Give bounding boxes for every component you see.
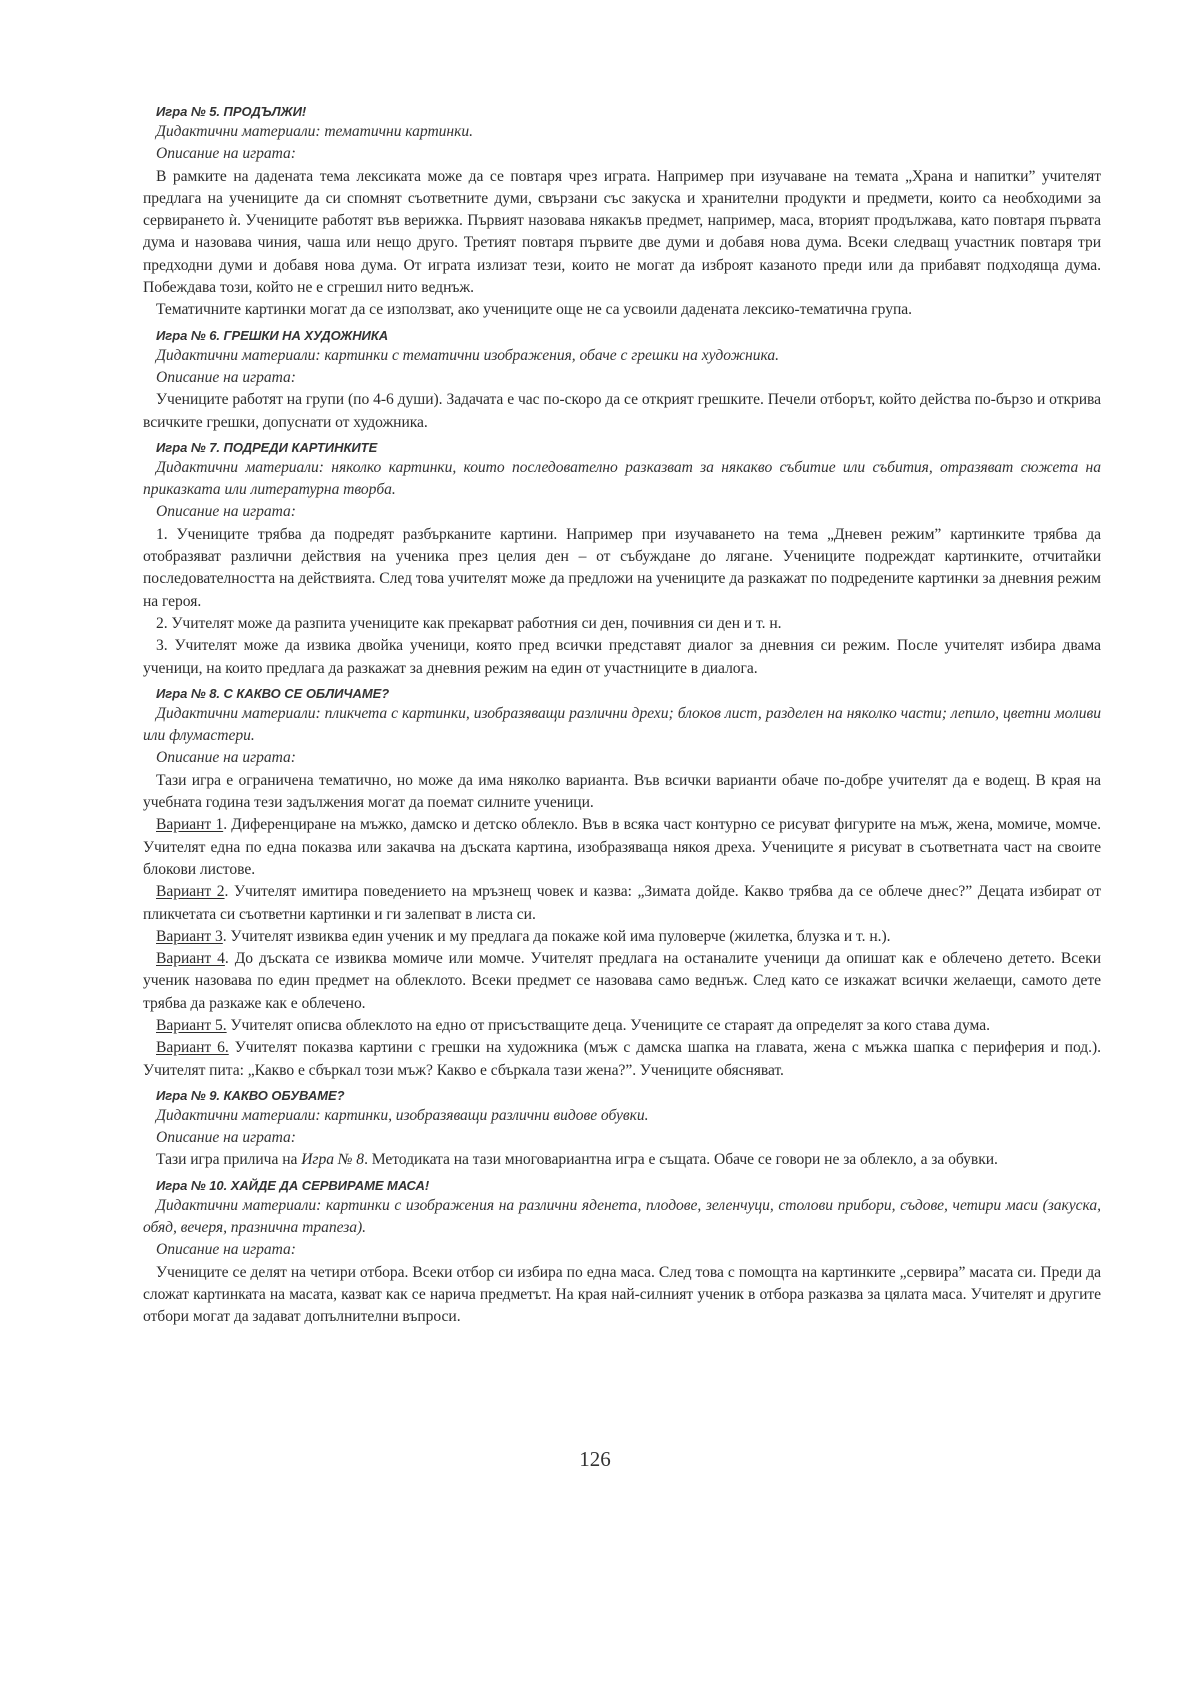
game-6-materials: Дидактични материали: картинки с тематични изображения, обаче с грешки на художника. — [156, 346, 779, 364]
game-8-variant-6 — [143, 1037, 1101, 1082]
variant-label: Вариант 2 — [156, 883, 225, 901]
game-9-text-after: . Методиката на тази многовариантна игра е същата. Обаче се говори не за облекло, а за обувки. — [364, 1151, 998, 1169]
game-8-variant-4 — [143, 948, 1101, 1015]
game-8-paragraph: Тази игра е ограничена тематично, но може да има няколко варианта. Във всички варианти обаче по-добре учителят да е водещ. В края на учебната година тези задължения могат да поемат силните ученици. — [143, 771, 1101, 812]
game-7-materials: Дидактични материали: няколко картинки, които последователно разказват за някакво събитие или събития, отразяват сюжета на приказката или литературна творба. — [143, 458, 1101, 499]
game-7-step: 3. Учителят може да извика двойка ученици, която пред всички представят диалог за дневния си режим. После учителят избира двама ученици, на които предлага да разкажат за дневния режим на един от участниците в диалога. — [143, 637, 1101, 677]
game-8-variant-5 — [143, 1015, 1101, 1037]
game-8-materials: Дидактични материали: пликчета с картинки, изобразяващи различни дрехи; блоков лист, разделен на няколко части; лепило, цветни моливи или флумастери. — [143, 704, 1101, 745]
variant-label: Вариант 6. — [156, 1039, 229, 1057]
game-8-variant-1 — [143, 814, 1101, 881]
variant-label: Вариант 4 — [156, 950, 225, 968]
variant-text: . Учителят извиква един ученик и му предлага да покаже кой има пуловерче (жилетка, блузка и т. н.). — [222, 927, 891, 945]
variant-label: Вариант 3 — [156, 927, 223, 945]
game-9-paragraph — [143, 1149, 1101, 1171]
game-8-variant-2 — [143, 881, 1101, 926]
game-9-reference: Игра № 8 — [301, 1151, 365, 1169]
game-10-paragraph: Учениците се делят на четири отбора. Всеки отбор си избира по една маса. След това с помощта на картинките „сервира” масата си. Преди да сложат картинката на масата, казват как се нарича предметът. На края най-силният ученик в отбора разказва за цялата маса. Учителят и другите отбори могат да задават допълнителни въпроси. — [143, 1263, 1101, 1326]
game-5-heading: Игра № 5. ПРОДЪЛЖИ! — [156, 104, 307, 119]
game-7-description-label: Описание на играта: — [156, 503, 296, 521]
variant-label: Вариант 1 — [156, 816, 224, 834]
game-7-step: 2. Учителят може да разпита учениците как прекарват работния си ден, почивния си ден и т. н. — [156, 614, 782, 632]
game-7-heading: Игра № 7. ПОДРЕДИ КАРТИНКИТЕ — [156, 439, 378, 455]
page-number: 126 — [579, 1447, 611, 1471]
page-body — [143, 101, 1102, 1329]
variant-text: Учителят описва облеклото на едно от присъстващите деца. Учениците се стараят да определят за кого става дума. — [226, 1016, 990, 1034]
game-10-materials: Дидактични материали: картинки с изображения на различни яденета, плодове, зеленчуци, столови прибори, съдове, четири маси (закуска, обяд, вечеря, празнична трапеза). — [143, 1196, 1101, 1237]
game-7-step: 1. Учениците трябва да подредят разбърканите картини. Например при изучаването на тема „Дневен режим” картинките трябва да отобразяват различни действия на ученика през целия ден – от събуждане до лягане. Учениците подреждат картинките, отчитайки последователността на действията. След това учителят може да предложи на учениците да разкажат по подредените картинки за дневния режим на героя. — [143, 525, 1101, 610]
game-9-heading: Игра № 9. КАКВО ОБУВАМЕ? — [156, 1087, 345, 1103]
game-8-heading: Игра № 8. С КАКВО СЕ ОБЛИЧАМЕ? — [156, 685, 390, 701]
game-6-heading: Игра № 6. ГРЕШКИ НА ХУДОЖНИКА — [156, 327, 389, 343]
game-9-materials: Дидактични материали: картинки, изобразяващи различни видове обувки. — [156, 1106, 649, 1124]
variant-text: . До дъската се извиква момиче или момче. Учителят предлага на останалите ученици да опишат как е облечено детето. Всеки ученик назовава по един предмет на облеклото. Всеки предмет се назовава само веднъж. След като се изкажат всички желаещи, самото дете трябва да разкаже как е облечено. — [143, 950, 1101, 1012]
variant-text: Учителят показва картини с грешки на художника (мъж с дамска шапка на главата, жена с мъжка шапка с периферия и под.). Учителят пита: „Какво е сбъркал този мъж? Какво е сбъркала тази жена?”. Учениците обясняват. — [143, 1039, 1101, 1079]
game-6-description-label: Описание на играта: — [156, 368, 296, 386]
variant-text: . Учителят имитира поведението на мръзнещ човек и казва: „Зимата дойде. Какво трябва да се облече днес?” Децата избират от пликчетата си съответни картинки и ги залепват в листа си. — [143, 883, 1101, 923]
game-10-description-label: Описание на играта: — [156, 1241, 296, 1259]
game-9-text-before: Тази игра прилича на — [156, 1151, 302, 1169]
game-5-description-label: Описание на играта: — [156, 145, 296, 163]
game-8-variant-3 — [143, 926, 1101, 948]
game-5-paragraph: В рамките на дадената тема лексиката може да се повтаря чрез играта. Например при изучаване на темата „Храна и напитки” учителят предлага на учениците да си спомнят съответните думи, свързани със закуска и хранителни продукти и предмети, които са необходими за сервирането ѝ. Учениците работят във верижка. Първият назовава някакъв предмет, например, маса, вторият продължава, като повтаря първата дума и назовава чиния, чаша или нещо друго. Третият повтаря първите две думи и добавя нова дума. Всеки следващ участник повтаря три предходни думи и добавя нова дума. От играта излизат тези, които не могат да изброят казаното преди или да прибавят подходяща дума. Побеждава този, който не е сгрешил нито веднъж. — [143, 167, 1101, 297]
game-9-description-label: Описание на играта: — [156, 1129, 296, 1147]
game-5-materials: Дидактични материали: тематични картинки. — [156, 123, 473, 140]
variant-text: . Диференциране на мъжко, дамско и детско облекло. Във в всяка част контурно се рисуват фигурите на мъж, жена, момиче, момче. Учителят една по една показва или закачва на дъската картина, изобразяваща някоя дреха. Учениците я рисуват в съответната част на своите блокови листове. — [143, 816, 1102, 878]
variant-label: Вариант 5. — [156, 1016, 227, 1034]
game-6-paragraph: Учениците работят на групи (по 4-6 души). Задачата е час по-скоро да се открият грешките. Печели отборът, който действа по-бързо и открива всичките грешки, допуснати от художника. — [143, 391, 1101, 431]
game-10-heading: Игра № 10. ХАЙДЕ ДА СЕРВИРАМЕ МАСА! — [156, 1177, 430, 1193]
game-5-paragraph: Тематичните картинки могат да се използват, ако учениците още не са усвоили дадената лексико-тематична група. — [156, 301, 912, 319]
game-8-description-label: Описание на играта: — [156, 749, 296, 767]
